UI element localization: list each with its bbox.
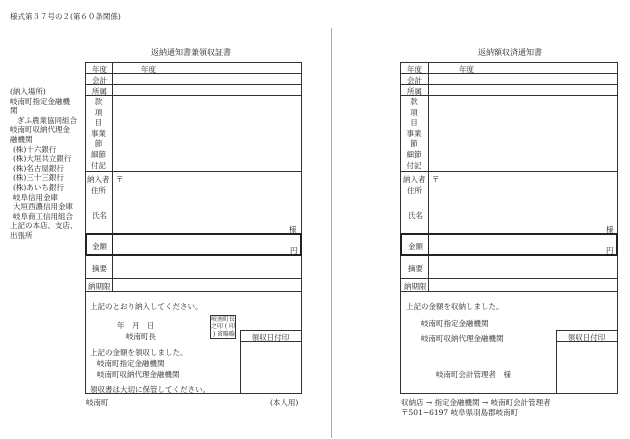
right-amount-box [400, 233, 618, 256]
right-honorific: 様 [606, 225, 614, 234]
right-department-label: 所属 [407, 87, 422, 96]
left-date-text: 年 月 日 [117, 321, 155, 330]
center-divider [331, 28, 332, 438]
left-amount-box [85, 233, 302, 256]
left-fiscal-year-value: 年度 [141, 65, 156, 74]
left-budget-lines [85, 97, 112, 171]
payment-place-item: (株)三十三銀行 [13, 173, 64, 183]
budget-line-label: 項 [94, 107, 103, 117]
right-budget-lines [400, 97, 428, 171]
budget-line-label: 節 [410, 139, 418, 149]
left-received-line: 上記の金額を領収しました。 [90, 348, 188, 357]
left-notice-text: 上記のとおり納入してください。 [90, 302, 203, 311]
right-deadline-label: 納期限 [404, 282, 427, 291]
left-payer-label: 納入者 [87, 175, 110, 184]
right-fiscal-year-label: 年度 [407, 65, 422, 74]
left-fiscal-year-label: 年度 [92, 65, 107, 74]
budget-line-label: 細節 [406, 149, 422, 159]
payment-place-item: (株)十六銀行 [13, 144, 57, 154]
budget-line-label: 付記 [406, 160, 422, 170]
left-received-line: 岐南町指定金融機関 [97, 359, 165, 368]
left-department-label: 所属 [92, 87, 107, 96]
payment-place-item: (株)あいち銀行 [13, 182, 64, 192]
right-receipt-stamp-label: 領収日付印 [567, 333, 606, 342]
right-accountant-text: 岐南町会計管理者 様 [436, 370, 511, 379]
budget-line-label: 目 [410, 118, 418, 128]
form-number: 様式第３７号の２(第６０条関係) [10, 12, 121, 21]
right-address-text: 〒501−6197 岐阜県羽島郡岐南町 [401, 408, 519, 417]
right-form-title: 返納額収済通知書 [478, 48, 542, 57]
right-payer-label: 納入者 [403, 175, 426, 184]
payment-place-item: 出張所 [10, 230, 33, 240]
left-name-label: 氏名 [92, 211, 107, 220]
right-currency: 円 [606, 246, 614, 255]
left-receipt-stamp-label: 領収日付印 [251, 333, 290, 342]
left-deadline-label: 納期限 [88, 282, 111, 291]
left-amount-label: 金額 [92, 242, 107, 251]
right-flow-text: 収納店 → 指定金融機関 → 岐南町会計管理者 [401, 398, 551, 407]
budget-line-label: 款 [410, 97, 418, 106]
right-received-text: 上記の金額を収納しました。 [406, 302, 504, 311]
payment-place-item: 関 [10, 106, 18, 116]
right-bank-line: 岐南町指定金融機関 [421, 319, 489, 328]
left-postal-mark: 〒 [116, 175, 124, 184]
budget-line-label: 事業 [406, 128, 422, 138]
payment-place-item: ぎふ農業協同組合 [17, 115, 77, 125]
right-name-label: 氏名 [408, 211, 423, 220]
right-amount-label: 金額 [408, 242, 423, 251]
payment-place-item: 上記の本店、支店、 [10, 221, 78, 231]
left-address-label: 住所 [91, 186, 106, 195]
budget-line-label: 項 [410, 107, 418, 117]
right-bank-line: 岐南町収納代理金融機関 [421, 334, 504, 343]
budget-line-label: 款 [94, 97, 103, 106]
mayor-seal: 岐 南 町 長 之 印 ( 印 ) 省 略 略 [211, 316, 236, 338]
left-footer-copy: (本人用) [270, 398, 299, 407]
right-address-label: 住所 [407, 186, 422, 195]
payment-place-item: (株)大垣共立銀行 [13, 154, 72, 164]
left-form-title: 返納通知書兼領収証書 [151, 48, 231, 57]
left-footer-town: 岐南町 [86, 398, 109, 407]
payment-place-item: 大垣西濃信用金庫 [13, 202, 73, 212]
budget-line-label: 節 [94, 139, 103, 149]
budget-line-label: 目 [94, 118, 103, 128]
payment-place-item: (株)名古屋銀行 [13, 163, 64, 173]
left-summary-label: 摘要 [92, 264, 107, 273]
payment-place-item: (納入場所) [10, 87, 46, 96]
left-keep-note: 領収書は大切に保管してください。 [90, 385, 210, 394]
payment-places [10, 87, 78, 241]
budget-line-label: 事業 [91, 128, 106, 138]
left-mayor-text: 岐南町長 [126, 332, 156, 341]
payment-place-item: 岐南町指定金融機 [10, 96, 70, 106]
payment-place-item: 岐南町収納代理金 [10, 125, 70, 135]
budget-line-label: 付記 [91, 160, 106, 170]
left-honorific: 様 [289, 225, 297, 234]
right-fiscal-year-value: 年度 [459, 65, 474, 74]
right-summary-label: 摘要 [408, 264, 423, 273]
budget-line-label: 細節 [91, 149, 106, 159]
payment-place-item: 融機関 [10, 134, 33, 144]
right-postal-mark: 〒 [432, 175, 440, 184]
right-account-label: 会計 [407, 76, 422, 85]
left-currency: 円 [290, 246, 298, 255]
left-account-label: 会計 [92, 76, 107, 85]
left-received-line: 岐南町収納代理金融機関 [97, 370, 180, 379]
payment-place-item: 岐阜信用金庫 [13, 192, 58, 202]
payment-place-item: 岐阜商工信用組合 [13, 211, 73, 221]
